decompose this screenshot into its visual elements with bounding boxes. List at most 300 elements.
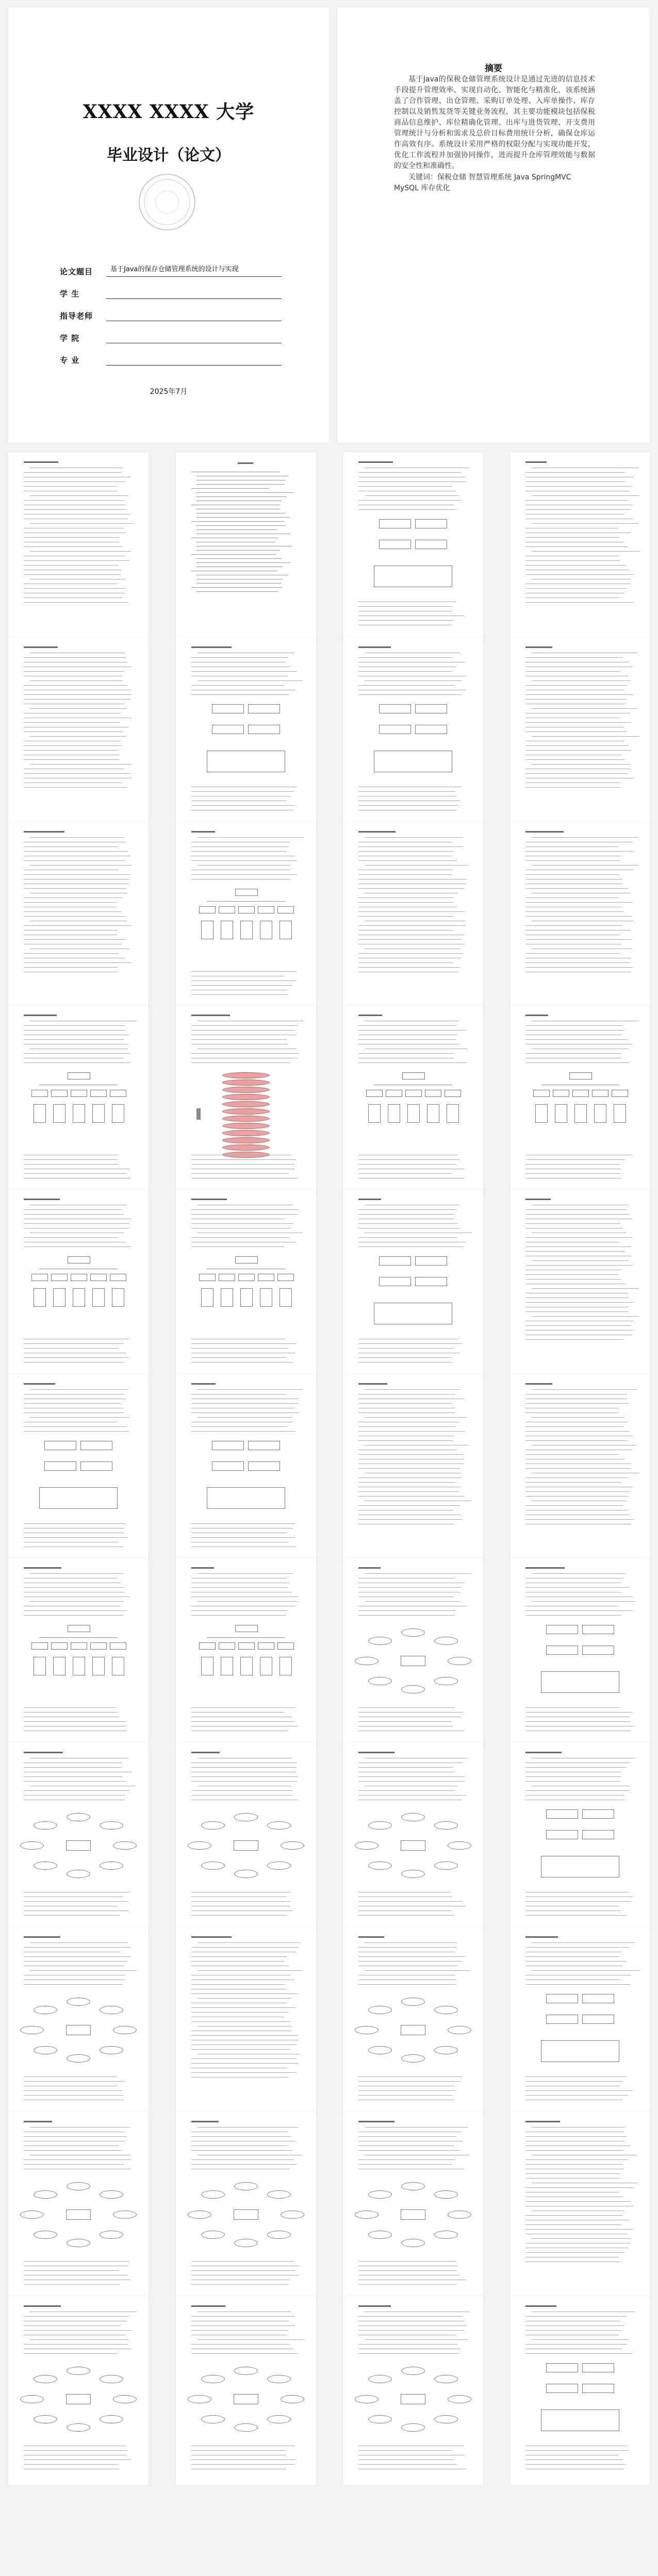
field-student <box>60 277 282 299</box>
thumb-diagram-frame <box>374 566 452 587</box>
thumb-attribute-oval <box>267 2415 291 2423</box>
thumb-leaf-node <box>34 1657 46 1675</box>
thumb-text-line <box>198 680 303 681</box>
thumb-attribute-oval <box>281 1841 304 1850</box>
thumb-text-line <box>358 2159 455 2160</box>
thumb-text-line <box>358 1519 463 1520</box>
page-thumbnail <box>176 2112 316 2301</box>
thumb-text-line <box>525 2173 620 2174</box>
thumb-leaf-node <box>201 1288 213 1307</box>
thumb-text-line <box>525 1961 626 1962</box>
thumb-text-line <box>24 2450 128 2451</box>
thumb-text-line <box>191 1412 299 1413</box>
thumb-text-line <box>191 1214 298 1215</box>
thumb-text-line <box>24 1348 118 1349</box>
thumb-text-line <box>525 851 633 852</box>
thumb-heading-line <box>358 1936 384 1938</box>
thumb-text-line <box>525 1781 620 1782</box>
thumb-entity-box <box>66 2025 91 2035</box>
thumb-attribute-oval <box>100 2006 123 2014</box>
thumb-text-line <box>365 1970 471 1971</box>
thumb-usecase-oval <box>222 1130 270 1136</box>
thumb-text-line <box>525 2215 623 2216</box>
thumb-text-line <box>191 860 297 861</box>
thumb-text-line <box>24 1403 121 1404</box>
thumb-text-line <box>24 500 125 501</box>
thumb-text-line <box>24 671 124 672</box>
thumb-text-line <box>525 1325 631 1326</box>
thumb-text-line <box>24 2284 120 2285</box>
thumb-child-node <box>592 1090 608 1097</box>
page-thumbnail <box>8 2296 149 2485</box>
thumb-text-line <box>24 509 126 510</box>
page-thumbnail <box>8 2112 149 2301</box>
thumb-text-line <box>525 773 628 774</box>
thumb-attribute-oval <box>34 1862 57 1870</box>
thumb-text-line <box>24 953 119 954</box>
thumb-text-line <box>191 1173 289 1174</box>
thumb-attribute-oval <box>434 2231 458 2239</box>
thumb-text-line <box>525 2325 624 2326</box>
field-college <box>60 321 282 343</box>
thumb-text-line <box>358 1795 466 1796</box>
thumb-text-line <box>30 680 123 681</box>
thumb-attribute-oval <box>401 2054 425 2063</box>
thumb-text-line <box>196 496 286 497</box>
thumb-text-line <box>24 546 122 547</box>
thumb-diagram-frame <box>374 1303 452 1324</box>
thumb-leaf-node <box>407 1104 420 1123</box>
thumb-attribute-oval <box>401 1813 425 1821</box>
thumb-text-line <box>191 1523 295 1524</box>
thumb-text-line <box>525 916 632 917</box>
thumb-text-line <box>358 1712 463 1713</box>
thumb-heading-line <box>238 462 253 464</box>
cover-date: 2025年7月 <box>150 388 188 396</box>
thumb-text-line <box>191 2353 298 2354</box>
thumb-text-line <box>358 1947 457 1948</box>
thumb-text-line <box>24 1214 124 1215</box>
thumb-text-line <box>191 2284 289 2285</box>
thumb-text-line <box>525 1412 619 1413</box>
thumb-text-line <box>525 1030 625 1031</box>
thumb-text-line <box>532 495 639 496</box>
thumb-diagram-frame <box>541 1671 619 1693</box>
thumb-diagram-box <box>582 1646 614 1655</box>
thumb-text-line <box>191 2049 290 2050</box>
thumb-child-node <box>277 906 294 913</box>
thumb-text-line <box>532 1601 635 1602</box>
thumb-text-line <box>196 492 293 493</box>
thumb-text-line <box>525 1477 628 1478</box>
thumb-heading-line <box>358 461 393 463</box>
thumb-text-line <box>532 2238 631 2239</box>
thumb-usecase-oval <box>222 1094 270 1100</box>
thumb-text-line <box>198 1970 302 1971</box>
thumb-text-line <box>358 1776 465 1777</box>
thumb-text-line <box>358 1721 452 1722</box>
thumb-text-line <box>24 2150 121 2151</box>
thumb-text-line <box>358 1496 464 1497</box>
thumb-diagram-box <box>582 2363 614 2372</box>
thumb-heading-line <box>191 1199 227 1200</box>
thumb-text-line <box>191 2459 295 2460</box>
thumb-text-line <box>525 1956 619 1957</box>
page-thumbnail <box>510 452 650 641</box>
field-label: 专 业 <box>60 356 80 365</box>
thumb-text-line <box>525 846 618 847</box>
thumb-attribute-oval <box>401 2367 425 2375</box>
thumb-text-line <box>358 2284 456 2285</box>
thumb-entity-box <box>66 2209 91 2220</box>
thumb-text-line <box>358 606 452 607</box>
thumb-text-line <box>24 2081 125 2082</box>
thumb-text-line <box>191 1426 287 1427</box>
thumb-text-line <box>525 745 629 746</box>
thumb-text-line <box>358 1164 456 1165</box>
thumb-child-node <box>258 1274 274 1281</box>
thumb-heading-line <box>525 646 552 648</box>
thumb-text-line <box>525 1468 631 1469</box>
thumb-text-line <box>525 565 626 566</box>
thumb-text-line <box>191 2164 297 2165</box>
thumb-child-node <box>277 1274 294 1281</box>
thumb-text-line <box>24 1537 128 1538</box>
thumb-text-line <box>525 657 623 658</box>
thumb-text-line <box>358 2459 454 2460</box>
thumb-text-line <box>525 2081 622 2082</box>
thumb-text-line <box>525 1159 625 1160</box>
university-emblem-icon <box>137 172 197 232</box>
thumb-diagram-box <box>582 2384 614 2393</box>
page-thumbnail <box>510 1558 650 1747</box>
thumb-attribute-oval <box>434 2415 458 2423</box>
thumb-text-line <box>532 523 638 524</box>
thumb-diagram-box <box>546 2015 578 2024</box>
thumb-text-line <box>358 1062 467 1063</box>
thumb-text-line <box>24 1039 124 1040</box>
thumb-diagram-box <box>248 725 280 734</box>
page-thumbnail <box>510 822 650 1011</box>
thumb-connector <box>207 901 285 902</box>
thumb-attribute-oval <box>434 1862 458 1870</box>
thumb-text-line <box>525 1173 620 1174</box>
thumb-diagram-box <box>212 1461 244 1471</box>
thumb-diagram-box <box>582 1994 614 2003</box>
thumb-text-line <box>525 694 633 695</box>
thumb-text-line <box>191 846 289 847</box>
thumb-text-line <box>358 2081 460 2082</box>
thumb-attribute-oval <box>434 2190 458 2199</box>
page-thumbnail <box>176 822 316 1011</box>
thumb-text-line <box>191 1984 285 1985</box>
thumb-root-node <box>402 1072 425 1079</box>
page-thumbnail <box>510 1374 650 1563</box>
thumb-text-line <box>24 2353 118 2354</box>
thumb-entity-box <box>234 2394 258 2404</box>
thumb-text-line <box>525 1615 621 1616</box>
thumb-attribute-oval <box>267 1821 291 1830</box>
thumb-text-line <box>525 472 624 473</box>
thumb-text-line <box>358 1039 456 1040</box>
thumb-text-line <box>525 759 624 760</box>
thumb-text-line <box>196 525 286 526</box>
thumb-text-line <box>358 1348 454 1349</box>
thumb-attribute-oval <box>355 2026 379 2034</box>
thumb-text-line <box>191 980 296 981</box>
thumb-text-line <box>30 764 131 765</box>
thumb-text-line <box>24 1209 122 1210</box>
thumb-diagram-box <box>212 725 244 734</box>
thumb-text-line <box>191 2136 291 2137</box>
thumb-text-line <box>358 2261 456 2262</box>
thumb-text-line <box>525 1901 631 1902</box>
thumb-leaf-node <box>53 1288 65 1307</box>
thumb-text-line <box>24 1615 123 1616</box>
thumb-child-node <box>51 1090 68 1097</box>
thumb-diagram-box <box>546 1625 578 1634</box>
thumb-heading-line <box>358 831 396 833</box>
thumb-text-line <box>30 837 124 838</box>
thumb-text-line <box>191 971 297 972</box>
thumb-heading-line <box>525 1015 548 1016</box>
thumb-text-line <box>191 2063 299 2064</box>
thumb-text-line <box>191 1767 296 1768</box>
thumb-text-line <box>358 1615 455 1616</box>
thumb-attribute-oval <box>34 2190 57 2199</box>
page-thumbnail <box>176 452 316 641</box>
field-label: 学 院 <box>60 334 80 343</box>
thumb-heading-line <box>191 646 232 648</box>
thumb-text-line <box>525 722 631 723</box>
field-thesis-title <box>60 255 282 277</box>
thumb-text-line <box>24 902 117 903</box>
thumb-text-line <box>358 1209 456 1210</box>
thumb-attribute-oval <box>34 2415 57 2423</box>
thumb-attribute-oval <box>113 2211 137 2219</box>
page-thumbnail <box>176 1927 316 2116</box>
page-thumbnail <box>343 1742 483 1932</box>
thumb-attribute-oval <box>448 2026 471 2034</box>
thumb-text-line <box>24 967 118 968</box>
thumb-usecase-oval <box>222 1137 270 1143</box>
thumb-text-line <box>24 745 122 746</box>
thumb-text-line <box>525 1712 633 1713</box>
thumb-text-line <box>358 481 467 482</box>
thumb-text-line <box>525 1610 633 1611</box>
thumb-root-node <box>569 1072 592 1079</box>
thumb-text-line <box>191 587 282 588</box>
thumb-text-line <box>191 2058 296 2059</box>
thumb-text-line <box>358 902 453 903</box>
page-thumbnail <box>8 1189 149 1378</box>
thumb-text-line <box>532 551 640 552</box>
thumb-text-line <box>358 2344 457 2345</box>
thumb-child-node <box>219 1642 235 1650</box>
page-thumbnail <box>510 2296 650 2485</box>
thumb-text-line <box>525 860 620 861</box>
thumb-text-line <box>525 2095 628 2096</box>
thumb-diagram-box <box>212 704 244 713</box>
thumb-text-line <box>358 2450 452 2451</box>
thumb-text-line <box>191 1062 290 1063</box>
thumb-heading-line <box>24 1015 57 1016</box>
thumb-text-line <box>525 2090 633 2091</box>
thumb-text-line <box>525 481 625 482</box>
thumb-attribute-oval <box>401 1628 425 1637</box>
thumb-attribute-oval <box>234 2423 258 2432</box>
thumb-text-line <box>191 1348 288 1349</box>
thumb-text-line <box>198 1417 292 1418</box>
thumb-text-line <box>525 1062 629 1063</box>
thumb-text-line <box>24 486 117 487</box>
thumb-text-line <box>30 2127 130 2128</box>
thumb-text-line <box>191 1795 293 1796</box>
thumb-text-line <box>358 860 457 861</box>
thumb-child-node <box>445 1090 461 1097</box>
thumb-usecase-oval <box>222 1101 270 1107</box>
thumb-root-node <box>235 889 258 896</box>
thumb-text-line <box>191 874 297 875</box>
thumb-text-line <box>24 588 125 589</box>
thumb-text-line <box>358 620 454 621</box>
thumb-attribute-oval <box>401 2423 425 2432</box>
thumb-text-line <box>525 2330 621 2331</box>
thumb-text-line <box>24 699 130 700</box>
thumb-text-line <box>30 708 127 709</box>
thumb-text-line <box>24 939 126 940</box>
thumb-heading-line <box>525 1936 558 1938</box>
thumb-text-line <box>358 1477 462 1478</box>
thumb-text-line <box>30 1389 128 1390</box>
thumb-text-line <box>191 1721 294 1722</box>
thumb-attribute-oval <box>201 2415 225 2423</box>
thumb-attribute-oval <box>34 1821 57 1830</box>
thumb-text-line <box>525 1426 624 1427</box>
thumb-text-line <box>525 1223 620 1224</box>
thumb-diagram-box <box>546 1994 578 2003</box>
thumb-attribute-oval <box>67 1813 90 1821</box>
thumb-text-line <box>191 1615 286 1616</box>
thumb-text-line <box>198 1601 298 1602</box>
thumb-child-node <box>199 1274 216 1281</box>
thumb-entity-box <box>401 2209 425 2220</box>
thumb-text-line <box>191 1030 295 1031</box>
thumb-entity-box <box>401 2025 425 2035</box>
thumb-text-line <box>191 2035 298 2036</box>
thumb-heading-line <box>24 1199 60 1200</box>
thumb-child-node <box>51 1642 68 1650</box>
thumb-text-line <box>196 529 277 530</box>
abstract-heading: 摘要 <box>485 63 502 74</box>
thumb-text-line <box>30 1970 137 1971</box>
thumb-text-line <box>358 1343 462 1344</box>
thumb-leaf-node <box>112 1288 124 1307</box>
thumb-text-line <box>525 1440 628 1441</box>
thumb-text-line <box>24 1956 130 1957</box>
thumb-text-line <box>191 1610 287 1611</box>
thumb-attribute-oval <box>267 2231 291 2239</box>
thumb-text-line <box>24 1915 120 1916</box>
thumb-text-line <box>532 1970 640 1971</box>
thumb-heading-line <box>358 1752 394 1753</box>
thumb-text-line <box>532 708 637 709</box>
thumb-text-line <box>30 1417 129 1418</box>
thumb-text-line <box>525 1776 621 1777</box>
thumb-text-line <box>358 962 453 963</box>
thumb-text-line <box>358 1491 458 1492</box>
thumb-leaf-node <box>201 921 213 939</box>
thumb-attribute-oval <box>67 1870 90 1878</box>
thumb-diagram-box <box>582 1625 614 1634</box>
thumb-leaf-node <box>34 1104 46 1123</box>
thumb-text-line <box>24 1776 123 1777</box>
thumb-text-line <box>532 764 630 765</box>
thumb-text-line <box>525 1251 625 1252</box>
thumb-text-line <box>191 1910 293 1911</box>
thumb-heading-line <box>24 1567 61 1569</box>
thumb-diagram-box <box>379 540 411 549</box>
thumb-text-line <box>358 1910 452 1911</box>
thumb-attribute-oval <box>448 2395 471 2403</box>
page-thumbnail <box>343 2112 483 2301</box>
thumb-text-line <box>24 888 126 889</box>
thumb-child-node <box>553 1090 569 1097</box>
thumb-child-node <box>71 1090 87 1097</box>
page-thumbnail <box>343 452 483 641</box>
thumb-child-node <box>238 1642 255 1650</box>
thumb-text-line <box>365 865 469 866</box>
thumb-heading-line <box>24 2121 52 2122</box>
thumb-text-line <box>525 2344 627 2345</box>
thumb-heading-line <box>358 2305 391 2307</box>
thumb-text-line <box>191 1164 294 1165</box>
thumb-text-line <box>24 2344 128 2345</box>
thumb-leaf-node <box>92 1104 105 1123</box>
thumb-text-line <box>358 2270 456 2271</box>
thumb-child-node <box>405 1090 422 1097</box>
thumb-text-line <box>24 1984 123 1985</box>
page-thumbnail <box>8 637 149 826</box>
thumb-attribute-oval <box>267 2375 291 2383</box>
thumb-diagram-box <box>546 1809 578 1819</box>
thumb-text-line <box>532 1288 638 1289</box>
thumb-text-line <box>24 1795 125 1796</box>
thumb-text-line <box>532 1573 626 1574</box>
thumb-attribute-oval <box>434 2375 458 2383</box>
thumb-text-line <box>30 2339 129 2340</box>
thumb-text-line <box>24 657 126 658</box>
thumb-text-line <box>525 2187 633 2188</box>
thumb-usecase-oval <box>222 1123 270 1129</box>
thumb-text-line <box>525 1274 618 1275</box>
thumb-text-line <box>191 657 288 658</box>
thumb-text-line <box>358 805 459 806</box>
thumb-leaf-node <box>240 1288 253 1307</box>
thumb-attribute-oval <box>34 2231 57 2239</box>
thumb-text-line <box>191 1025 298 1026</box>
thumb-text-line <box>532 736 639 737</box>
thumb-heading-line <box>525 2121 560 2122</box>
thumb-heading-line <box>24 1936 60 1938</box>
thumb-child-node <box>425 1090 441 1097</box>
page-thumbnail <box>343 1374 483 1563</box>
thumb-diagram-box <box>248 1441 280 1450</box>
thumb-text-line <box>525 588 627 589</box>
thumb-attribute-oval <box>434 2006 458 2014</box>
thumb-heading-line <box>525 1199 551 1200</box>
thumb-text-line <box>358 1173 451 1174</box>
